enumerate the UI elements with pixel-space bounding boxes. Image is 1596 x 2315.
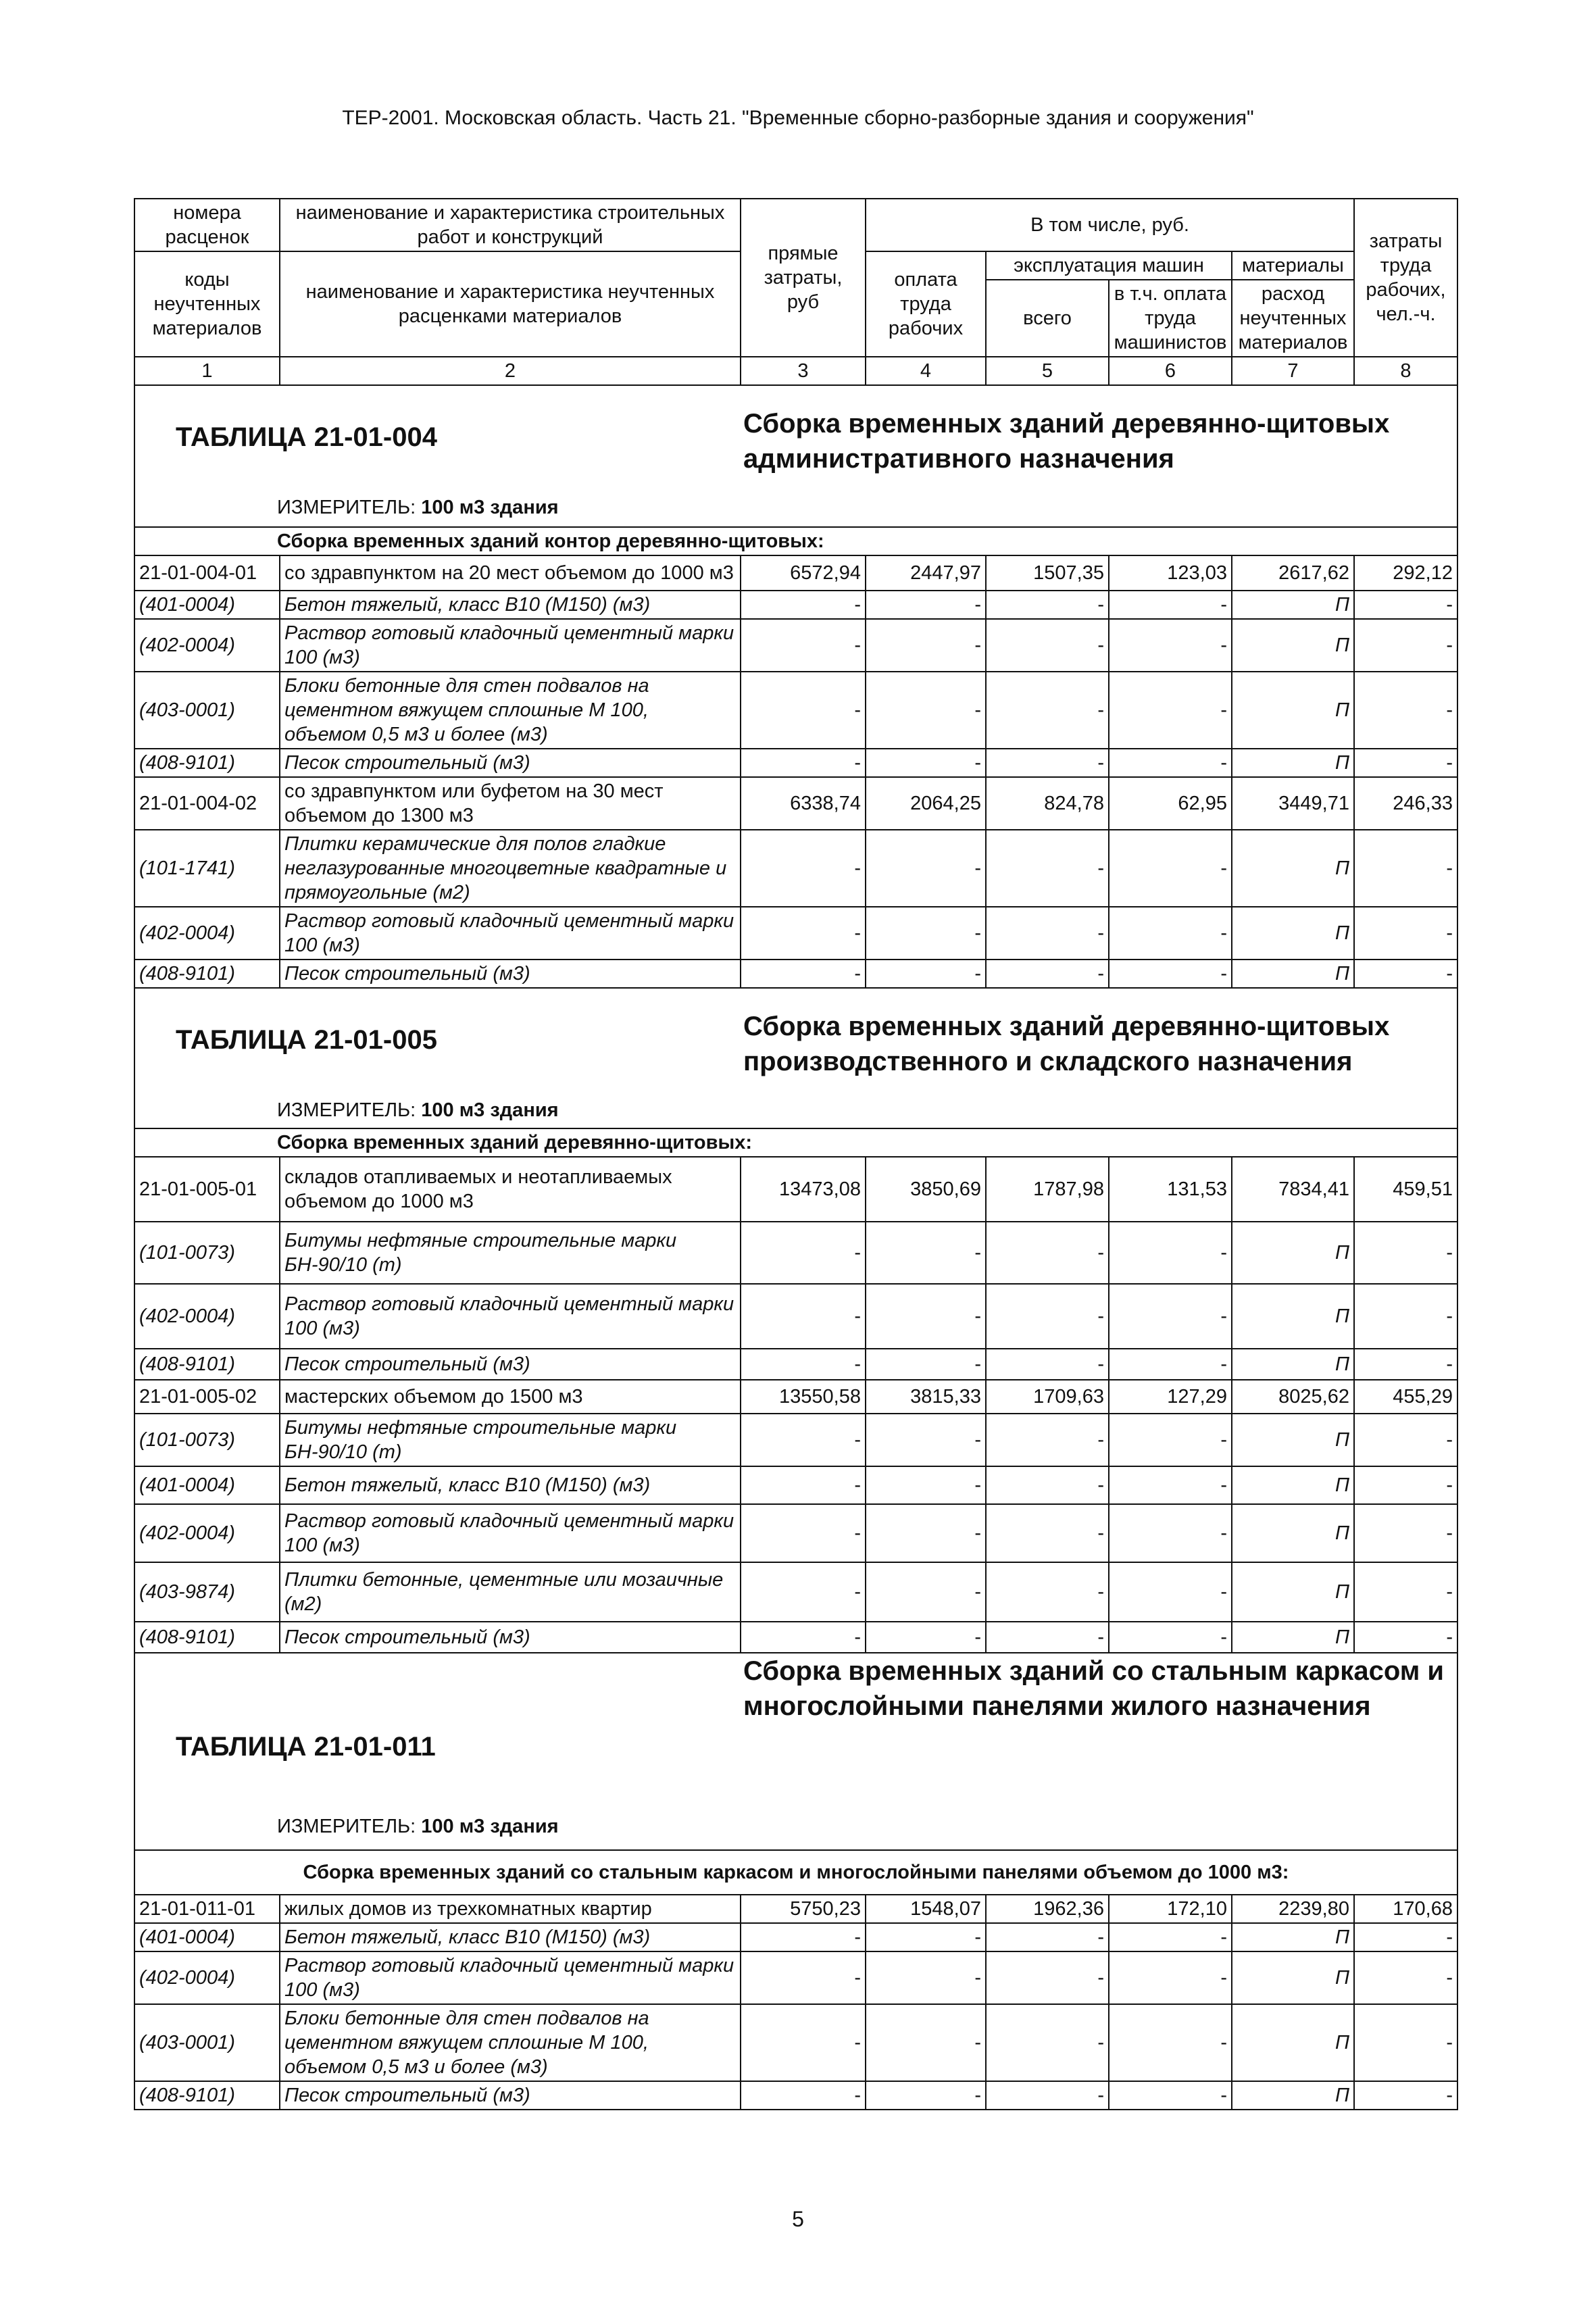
table-title: Сборка временных зданий деревянно-щитовых административного назначения xyxy=(743,409,1390,474)
direct-cost-cell: - xyxy=(741,1622,866,1653)
labor-pay-cell: - xyxy=(866,2081,986,2110)
col-num-7: 7 xyxy=(1232,357,1354,385)
table-subheading: Сборка временных зданий деревянно-щитовых: xyxy=(134,1128,1457,1157)
machinists-pay-cell: - xyxy=(1109,1923,1232,1951)
machinists-pay-cell: - xyxy=(1109,1466,1232,1504)
labor-pay-cell: - xyxy=(866,1951,986,2004)
labor-pay-cell: - xyxy=(866,1923,986,1951)
material-row xyxy=(134,749,1457,777)
labor-pay-cell: - xyxy=(866,1222,986,1284)
table-label: ТАБЛИЦА 21-01-005 xyxy=(176,1025,437,1055)
labor-hours-cell: - xyxy=(1354,2081,1457,2110)
machines-total-cell: - xyxy=(986,1622,1109,1653)
rate-row xyxy=(134,777,1457,830)
machines-total-cell: - xyxy=(986,1466,1109,1504)
labor-pay-cell: - xyxy=(866,1622,986,1653)
machines-total-cell: - xyxy=(986,672,1109,749)
direct-cost-cell: - xyxy=(741,1414,866,1466)
direct-cost-cell: 13473,08 xyxy=(741,1157,866,1222)
materials-cell: П xyxy=(1232,1923,1354,1951)
material-name: Битумы нефтяные строительные марки БН-90/10 (т) xyxy=(280,1414,741,1466)
labor-hours-cell: - xyxy=(1354,1349,1457,1380)
machines-total-cell: 1507,35 xyxy=(986,555,1109,591)
machines-total-cell: - xyxy=(986,1923,1109,1951)
labor-pay-cell: 3815,33 xyxy=(866,1380,986,1414)
machinists-pay-cell: - xyxy=(1109,1951,1232,2004)
labor-hours-cell: - xyxy=(1354,672,1457,749)
material-name: Песок строительный (м3) xyxy=(280,1622,741,1653)
machines-total-cell: - xyxy=(986,960,1109,988)
material-row xyxy=(134,1923,1457,1951)
labor-pay-cell: - xyxy=(866,960,986,988)
direct-cost-cell: - xyxy=(741,2081,866,2110)
material-code: (101-0073) xyxy=(134,1222,280,1284)
machines-total-cell: - xyxy=(986,1349,1109,1380)
material-code: (403-0001) xyxy=(134,672,280,749)
labor-pay-cell: - xyxy=(866,1284,986,1349)
materials-cell: П xyxy=(1232,1622,1354,1653)
measure-value: 100 м3 здания xyxy=(421,1099,559,1121)
material-row xyxy=(134,2081,1457,2110)
col7-header-a: материалы xyxy=(1232,251,1354,280)
labor-pay-cell: - xyxy=(866,907,986,960)
machines-total-cell: - xyxy=(986,2004,1109,2081)
materials-cell: П xyxy=(1232,672,1354,749)
material-name: Раствор готовый кладочный цементный марки 100 (м3) xyxy=(280,1951,741,2004)
materials-cell: П xyxy=(1232,1284,1354,1349)
material-code: (401-0004) xyxy=(134,591,280,619)
machinists-pay-cell: - xyxy=(1109,1414,1232,1466)
direct-cost-cell: 13550,58 xyxy=(741,1380,866,1414)
labor-hours-cell: - xyxy=(1354,619,1457,672)
machinists-pay-cell: 123,03 xyxy=(1109,555,1232,591)
rate-row xyxy=(134,1895,1457,1923)
col4-header: оплата труда рабочих xyxy=(866,251,986,357)
materials-cell: П xyxy=(1232,619,1354,672)
material-name: Песок строительный (м3) xyxy=(280,749,741,777)
page-header: ТЕР-2001. Московская область. Часть 21. "Временные сборно-разборные здания и сооружения" xyxy=(342,107,1254,129)
col-num-1: 1 xyxy=(134,357,280,385)
material-row xyxy=(134,907,1457,960)
labor-hours-cell: - xyxy=(1354,2004,1457,2081)
table-title-block xyxy=(134,988,1457,1128)
labor-hours-cell: 455,29 xyxy=(1354,1380,1457,1414)
labor-pay-cell: - xyxy=(866,1562,986,1622)
machines-total-cell: - xyxy=(986,619,1109,672)
material-row xyxy=(134,1466,1457,1504)
direct-cost-cell: - xyxy=(741,619,866,672)
machinists-pay-cell: - xyxy=(1109,1622,1232,1653)
labor-pay-cell: - xyxy=(866,2004,986,2081)
material-name: Блоки бетонные для стен подвалов на цементном вяжущем сплошные М 100, объемом 0,5 м3 и более (м3) xyxy=(280,672,741,749)
measure-prefix: ИЗМЕРИТЕЛЬ: xyxy=(277,1816,422,1837)
direct-cost-cell: 6338,74 xyxy=(741,777,866,830)
direct-cost-cell: - xyxy=(741,672,866,749)
rate-code: 21-01-004-02 xyxy=(134,777,280,830)
labor-pay-cell: - xyxy=(866,619,986,672)
materials-cell: П xyxy=(1232,1466,1354,1504)
machines-total-cell: 1962,36 xyxy=(986,1895,1109,1923)
machines-total-cell: - xyxy=(986,1504,1109,1562)
material-row xyxy=(134,672,1457,749)
materials-cell: П xyxy=(1232,1562,1354,1622)
material-name: Раствор готовый кладочный цементный марки 100 (м3) xyxy=(280,1504,741,1562)
material-row xyxy=(134,830,1457,907)
labor-pay-cell: - xyxy=(866,1414,986,1466)
direct-cost-cell: - xyxy=(741,1923,866,1951)
col-num-5: 5 xyxy=(986,357,1109,385)
labor-hours-cell: - xyxy=(1354,1951,1457,2004)
labor-hours-cell: 292,12 xyxy=(1354,555,1457,591)
material-row xyxy=(134,1951,1457,2004)
materials-cell: 7834,41 xyxy=(1232,1157,1354,1222)
materials-cell: П xyxy=(1232,960,1354,988)
material-code: (402-0004) xyxy=(134,1504,280,1562)
material-row xyxy=(134,1349,1457,1380)
machinists-pay-cell: - xyxy=(1109,830,1232,907)
direct-cost-cell: 5750,23 xyxy=(741,1895,866,1923)
material-row xyxy=(134,2004,1457,2081)
work-name: со здравпунктом или буфетом на 30 мест объемом до 1300 м3 xyxy=(280,777,741,830)
material-name: Раствор готовый кладочный цементный марки 100 (м3) xyxy=(280,1284,741,1349)
measure-line xyxy=(277,1814,559,1839)
material-row xyxy=(134,1622,1457,1653)
material-code: (408-9101) xyxy=(134,960,280,988)
material-code: (402-0004) xyxy=(134,1951,280,2004)
machinists-pay-cell: - xyxy=(1109,960,1232,988)
machines-total-cell: - xyxy=(986,749,1109,777)
machinists-pay-cell: - xyxy=(1109,619,1232,672)
machinists-pay-cell: 62,95 xyxy=(1109,777,1232,830)
machinists-pay-cell: - xyxy=(1109,591,1232,619)
material-code: (403-0001) xyxy=(134,2004,280,2081)
machinists-pay-cell: - xyxy=(1109,2004,1232,2081)
direct-cost-cell: - xyxy=(741,1562,866,1622)
col2-header-b: наименование и характеристика неучтенных расценками материалов xyxy=(280,251,741,357)
labor-hours-cell: - xyxy=(1354,1466,1457,1504)
machinists-pay-cell: 131,53 xyxy=(1109,1157,1232,1222)
machinists-pay-cell: - xyxy=(1109,2081,1232,2110)
direct-cost-cell: - xyxy=(741,2004,866,2081)
material-row xyxy=(134,1504,1457,1562)
rates-table xyxy=(134,198,1458,2110)
machinists-pay-cell: 127,29 xyxy=(1109,1380,1232,1414)
material-row xyxy=(134,960,1457,988)
direct-cost-cell: - xyxy=(741,1349,866,1380)
material-row xyxy=(134,1414,1457,1466)
col6-header: в т.ч. оплата труда машинистов xyxy=(1109,280,1232,357)
col1-header-a: номера расценок xyxy=(134,199,280,251)
work-name: складов отапливаемых и неотапливаемых объемом до 1000 м3 xyxy=(280,1157,741,1222)
material-name: Песок строительный (м3) xyxy=(280,2081,741,2110)
col5-header: всего xyxy=(986,280,1109,357)
work-name: со здравпунктом на 20 мест объемом до 1000 м3 xyxy=(280,555,741,591)
material-name: Песок строительный (м3) xyxy=(280,1349,741,1380)
machinists-pay-cell: - xyxy=(1109,1504,1232,1562)
rate-row xyxy=(134,555,1457,591)
material-name: Плитки бетонные, цементные или мозаичные (м2) xyxy=(280,1562,741,1622)
col-num-3: 3 xyxy=(741,357,866,385)
material-code: (402-0004) xyxy=(134,907,280,960)
measure-line xyxy=(277,495,559,520)
machines-total-cell: - xyxy=(986,1562,1109,1622)
labor-hours-cell: - xyxy=(1354,591,1457,619)
direct-cost-cell: - xyxy=(741,1504,866,1562)
table-title: Сборка временных зданий деревянно-щитовых производственного и складского назначения xyxy=(743,1012,1390,1076)
material-code: (402-0004) xyxy=(134,1284,280,1349)
table-title-block xyxy=(134,1653,1457,1850)
material-code: (403-9874) xyxy=(134,1562,280,1622)
material-name: Плитки керамические для полов гладкие неглазурованные многоцветные квадратные и прямоугольные (м2) xyxy=(280,830,741,907)
materials-cell: П xyxy=(1232,2081,1354,2110)
machinists-pay-cell: - xyxy=(1109,1284,1232,1349)
table-title: Сборка временных зданий со стальным каркасом и многослойными панелями жилого назначения xyxy=(743,1656,1445,1721)
measure-value: 100 м3 здания xyxy=(421,497,559,518)
material-name: Раствор готовый кладочный цементный марки 100 (м3) xyxy=(280,907,741,960)
material-code: (408-9101) xyxy=(134,1349,280,1380)
labor-hours-cell: - xyxy=(1354,1622,1457,1653)
materials-cell: П xyxy=(1232,1504,1354,1562)
material-code: (101-0073) xyxy=(134,1414,280,1466)
rate-code: 21-01-011-01 xyxy=(134,1895,280,1923)
measure-prefix: ИЗМЕРИТЕЛЬ: xyxy=(277,1099,422,1121)
labor-pay-cell: - xyxy=(866,1504,986,1562)
direct-cost-cell: - xyxy=(741,1284,866,1349)
labor-hours-cell: - xyxy=(1354,907,1457,960)
col-num-4: 4 xyxy=(866,357,986,385)
materials-cell: 8025,62 xyxy=(1232,1380,1354,1414)
direct-cost-cell: - xyxy=(741,1466,866,1504)
labor-hours-cell: - xyxy=(1354,1414,1457,1466)
material-row xyxy=(134,1284,1457,1349)
materials-cell: П xyxy=(1232,1349,1354,1380)
machines-total-cell: - xyxy=(986,907,1109,960)
materials-cell: П xyxy=(1232,2004,1354,2081)
labor-pay-cell: - xyxy=(866,672,986,749)
machines-total-cell: - xyxy=(986,591,1109,619)
direct-cost-cell: - xyxy=(741,1222,866,1284)
measure-value: 100 м3 здания xyxy=(421,1816,559,1837)
labor-pay-cell: 2447,97 xyxy=(866,555,986,591)
col3-header: прямые затраты, руб xyxy=(741,199,866,357)
labor-pay-cell: - xyxy=(866,591,986,619)
work-name: мастерских объемом до 1500 м3 xyxy=(280,1380,741,1414)
materials-cell: П xyxy=(1232,830,1354,907)
labor-pay-cell: - xyxy=(866,749,986,777)
direct-cost-cell: - xyxy=(741,749,866,777)
machinists-pay-cell: - xyxy=(1109,749,1232,777)
materials-cell: П xyxy=(1232,1414,1354,1466)
rate-code: 21-01-004-01 xyxy=(134,555,280,591)
labor-pay-cell: - xyxy=(866,1466,986,1504)
col8-header: затраты труда рабочих, чел.-ч. xyxy=(1354,199,1457,357)
machines-total-cell: - xyxy=(986,2081,1109,2110)
table-title-block xyxy=(134,385,1457,527)
machinists-pay-cell: - xyxy=(1109,1562,1232,1622)
measure-line xyxy=(277,1098,559,1122)
material-code: (408-9101) xyxy=(134,1622,280,1653)
labor-hours-cell: - xyxy=(1354,1284,1457,1349)
table-label: ТАБЛИЦА 21-01-004 xyxy=(176,422,437,452)
direct-cost-cell: - xyxy=(741,960,866,988)
material-code: (402-0004) xyxy=(134,619,280,672)
machinists-pay-cell: - xyxy=(1109,672,1232,749)
col-num-2: 2 xyxy=(280,357,741,385)
col7-header-b: расход неучтенных материалов xyxy=(1232,280,1354,357)
machines-total-cell: - xyxy=(986,1222,1109,1284)
material-row xyxy=(134,1222,1457,1284)
table-subheading: Сборка временных зданий контор деревянно-щитовых: xyxy=(134,527,1457,555)
machines-total-cell: - xyxy=(986,830,1109,907)
labor-hours-cell: 170,68 xyxy=(1354,1895,1457,1923)
machines-header: эксплуатация машин xyxy=(986,251,1232,280)
table-label: ТАБЛИЦА 21-01-011 xyxy=(176,1732,436,1762)
material-code: (408-9101) xyxy=(134,2081,280,2110)
materials-cell: П xyxy=(1232,749,1354,777)
labor-hours-cell: - xyxy=(1354,1923,1457,1951)
material-name: Песок строительный (м3) xyxy=(280,960,741,988)
page-number: 5 xyxy=(792,2207,804,2231)
rate-row xyxy=(134,1380,1457,1414)
materials-cell: 2239,80 xyxy=(1232,1895,1354,1923)
materials-cell: П xyxy=(1232,1222,1354,1284)
rate-code: 21-01-005-02 xyxy=(134,1380,280,1414)
direct-cost-cell: - xyxy=(741,907,866,960)
labor-pay-cell: 1548,07 xyxy=(866,1895,986,1923)
labor-pay-cell: 3850,69 xyxy=(866,1157,986,1222)
labor-hours-cell: 246,33 xyxy=(1354,777,1457,830)
labor-hours-cell: - xyxy=(1354,1562,1457,1622)
material-code: (401-0004) xyxy=(134,1923,280,1951)
material-row xyxy=(134,619,1457,672)
machinists-pay-cell: - xyxy=(1109,1349,1232,1380)
work-name: жилых домов из трехкомнатных квартир xyxy=(280,1895,741,1923)
material-code: (408-9101) xyxy=(134,749,280,777)
labor-hours-cell: - xyxy=(1354,1222,1457,1284)
rate-code: 21-01-005-01 xyxy=(134,1157,280,1222)
machines-total-cell: 1787,98 xyxy=(986,1157,1109,1222)
materials-cell: П xyxy=(1232,591,1354,619)
table-subheading: Сборка временных зданий со стальным каркасом и многослойными панелями объемом до 1000 м3: xyxy=(134,1850,1457,1895)
machines-total-cell: - xyxy=(986,1951,1109,2004)
direct-cost-cell: - xyxy=(741,830,866,907)
machines-total-cell: - xyxy=(986,1414,1109,1466)
material-code: (401-0004) xyxy=(134,1466,280,1504)
direct-cost-cell: 6572,94 xyxy=(741,555,866,591)
direct-cost-cell: - xyxy=(741,1951,866,2004)
direct-cost-cell: - xyxy=(741,591,866,619)
material-name: Бетон тяжелый, класс В10 (М150) (м3) xyxy=(280,1466,741,1504)
labor-hours-cell: - xyxy=(1354,749,1457,777)
col-num-6: 6 xyxy=(1109,357,1232,385)
machinists-pay-cell: - xyxy=(1109,1222,1232,1284)
labor-pay-cell: 2064,25 xyxy=(866,777,986,830)
machines-total-cell: - xyxy=(986,1284,1109,1349)
material-name: Бетон тяжелый, класс В10 (М150) (м3) xyxy=(280,1923,741,1951)
col1-header-b: коды неучтенных материалов xyxy=(134,251,280,357)
rate-row xyxy=(134,1157,1457,1222)
materials-cell: 3449,71 xyxy=(1232,777,1354,830)
labor-hours-cell: 459,51 xyxy=(1354,1157,1457,1222)
measure-prefix: ИЗМЕРИТЕЛЬ: xyxy=(277,497,422,518)
machines-total-cell: 1709,63 xyxy=(986,1380,1109,1414)
material-code: (101-1741) xyxy=(134,830,280,907)
material-row xyxy=(134,591,1457,619)
material-name: Битумы нефтяные строительные марки БН-90/10 (т) xyxy=(280,1222,741,1284)
material-name: Блоки бетонные для стен подвалов на цементном вяжущем сплошные М 100, объемом 0,5 м3 и более (м3) xyxy=(280,2004,741,2081)
col2-header-a: наименование и характеристика строительных работ и конструкций xyxy=(280,199,741,251)
machinists-pay-cell: 172,10 xyxy=(1109,1895,1232,1923)
material-name: Раствор готовый кладочный цементный марки 100 (м3) xyxy=(280,619,741,672)
labor-hours-cell: - xyxy=(1354,960,1457,988)
labor-hours-cell: - xyxy=(1354,1504,1457,1562)
labor-hours-cell: - xyxy=(1354,830,1457,907)
labor-pay-cell: - xyxy=(866,1349,986,1380)
materials-cell: 2617,62 xyxy=(1232,555,1354,591)
col-num-8: 8 xyxy=(1354,357,1457,385)
labor-pay-cell: - xyxy=(866,830,986,907)
materials-cell: П xyxy=(1232,1951,1354,2004)
machines-total-cell: 824,78 xyxy=(986,777,1109,830)
materials-cell: П xyxy=(1232,907,1354,960)
material-name: Бетон тяжелый, класс В10 (М150) (м3) xyxy=(280,591,741,619)
material-row xyxy=(134,1562,1457,1622)
machinists-pay-cell: - xyxy=(1109,907,1232,960)
incl-header: В том числе, руб. xyxy=(866,199,1354,251)
